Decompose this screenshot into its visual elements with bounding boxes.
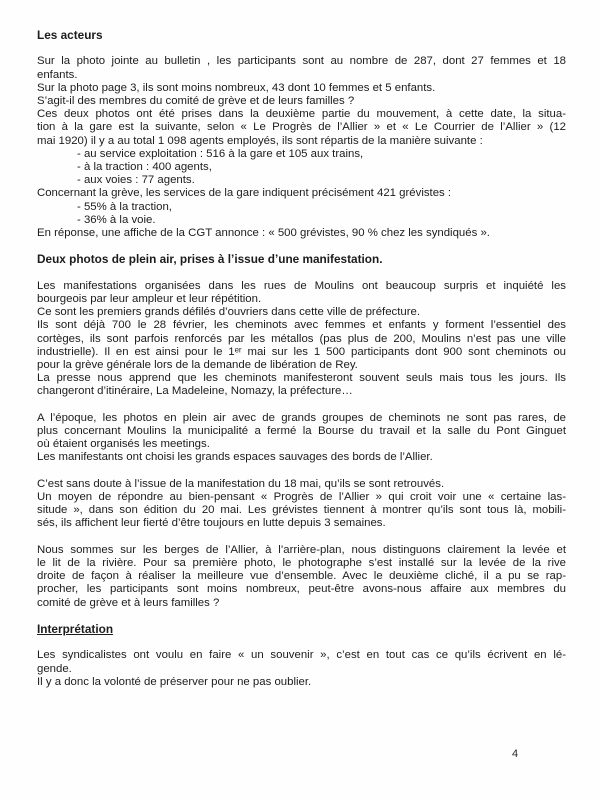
text-line: pour la grève générale lors de la demande de libération de Rey. <box>37 359 358 372</box>
text-line: Nous sommes sur les berges de l’Allier, à l’arrière-plan, nous distinguons clairement la levée et <box>37 543 566 556</box>
text-line: sés, ils affichent leur fierté d’être toujours en lutte depuis 3 semaines. <box>37 517 386 530</box>
text-line: Ces deux photos ont été prises dans la deuxième partie du mouvement, à cette date, la situa- <box>37 108 566 121</box>
text-line: Sur la photo jointe au bulletin , les participants sont au nombre de 287, dont 27 femmes et 18 <box>37 55 566 68</box>
text-line: cortèges, ils sont parfois renforcés par les métallos (pas plus de 200, Moulins n’est pas une ville <box>37 332 566 345</box>
text-line: Ce sont les premiers grands défilés d’ouvriers dans cette ville de préfecture. <box>37 306 421 319</box>
list-item: - aux voies : 77 agents. <box>77 174 195 187</box>
text-line: Un moyen de répondre au bien-pensant « Progrès de l’Allier » qui croit voir une « certaine las- <box>37 491 566 504</box>
text-line: industrielle). Il en est ainsi pour le 1ᵉʳ mai sur les 1 500 participants dont 900 sont cheminots ou <box>37 345 566 358</box>
text-line: comité de grève et à leurs familles ? <box>37 596 220 609</box>
text-line: Concernant la grève, les services de la gare indiquent précisément 421 grévistes : <box>37 187 452 200</box>
text-line: Les manifestations organisées dans les rues de Moulins ont beaucoup surpris et inquiété les <box>37 279 566 292</box>
blank-line <box>37 399 566 412</box>
text-line: mai 1920) il y a au total 1 098 agents employés, ils sont répartis de la manière suivante : <box>37 134 483 147</box>
list-item: - à la traction : 400 agents, <box>77 161 212 174</box>
text-line: situde », dans son édition du 20 mai. Les grévistes tiennent à montrer qu’ils sont tous là, mobili- <box>37 504 566 517</box>
text-line: droite de façon à réaliser la meilleure vue d’ensemble. Avec le deuxième cliché, il a pu se rap- <box>37 570 566 583</box>
blank-line <box>37 42 566 55</box>
blank-line <box>37 267 566 280</box>
list-item: - 36% à la voie. <box>77 213 156 226</box>
text-line: Les manifestants ont choisi les grands espaces sauvages des bords de l’Allier. <box>37 451 433 464</box>
text-line: procher, les participants sont moins nombreux, peut-être avons-nous affaire aux membres du <box>37 583 566 596</box>
blank-line <box>37 610 566 623</box>
heading-interpretation: Interprétation <box>37 622 114 637</box>
text-line: où étaient organisés les meetings. <box>37 438 210 451</box>
text-line: En réponse, une affiche de la CGT annonce : « 500 grévistes, 90 % chez les syndiqués ». <box>37 227 490 240</box>
blank-line <box>37 636 566 649</box>
text-line: gende. <box>37 662 72 675</box>
list-item: - 55% à la traction, <box>77 200 172 213</box>
text-line: Les syndicalistes ont voulu en faire « un souvenir », c’est en tout cas ce qu’ils écrivent en lé- <box>37 649 566 662</box>
blank-line <box>37 531 566 544</box>
text-line: Ils sont déjà 700 le 28 février, les cheminots avec femmes et enfants y forment l’essentiel des <box>37 319 566 332</box>
text-line: le lit de la rivière. Pour sa première photo, le photographe s’est installé sur la levée de la rive <box>37 557 566 570</box>
text-line: Sur la photo page 3, ils sont moins nombreux, 43 dont 10 femmes et 5 enfants. <box>37 81 436 94</box>
text-line: Il y a donc la volonté de préserver pour ne pas oublier. <box>37 675 312 688</box>
page-number: 4 <box>512 748 519 760</box>
list-item: - au service exploitation : 516 à la gare et 105 aux trains, <box>77 147 364 160</box>
text-line: C’est sans doute à l’issue de la manifestation du 18 mai, qu’ils se sont retrouvés. <box>37 477 445 490</box>
text-line: S’agit-il des membres du comité de grève et de leurs familles ? <box>37 95 355 107</box>
text-line: plus concernant Moulins la municipalité a fermé la Bourse du travail et la salle du Pont Ginguet <box>37 425 566 438</box>
text-line: bourgeois par leur ampleur et leur répétition. <box>37 293 262 306</box>
text-line: enfants. <box>37 68 78 81</box>
text-line: A l’époque, les photos en plein air avec de grands groupes de cheminots ne sont pas rares, de <box>37 411 566 424</box>
text-line: tion à la gare est la suivante, selon « Le Progrès de l’Allier » et « Le Courrier de l’Allier » (12 <box>37 121 566 134</box>
text-line: changeront d’itinéraire, La Madeleine, Nomazy, la préfecture… <box>37 385 353 398</box>
heading-les-acteurs: Les acteurs <box>37 28 103 42</box>
text-line: La presse nous apprend que les cheminots manifesteront souvent seuls mais tous les jours. Ils <box>37 372 566 385</box>
heading-deux-photos: Deux photos de plein air, prises à l’issue d’une manifestation. <box>37 252 383 267</box>
blank-line <box>37 465 566 478</box>
